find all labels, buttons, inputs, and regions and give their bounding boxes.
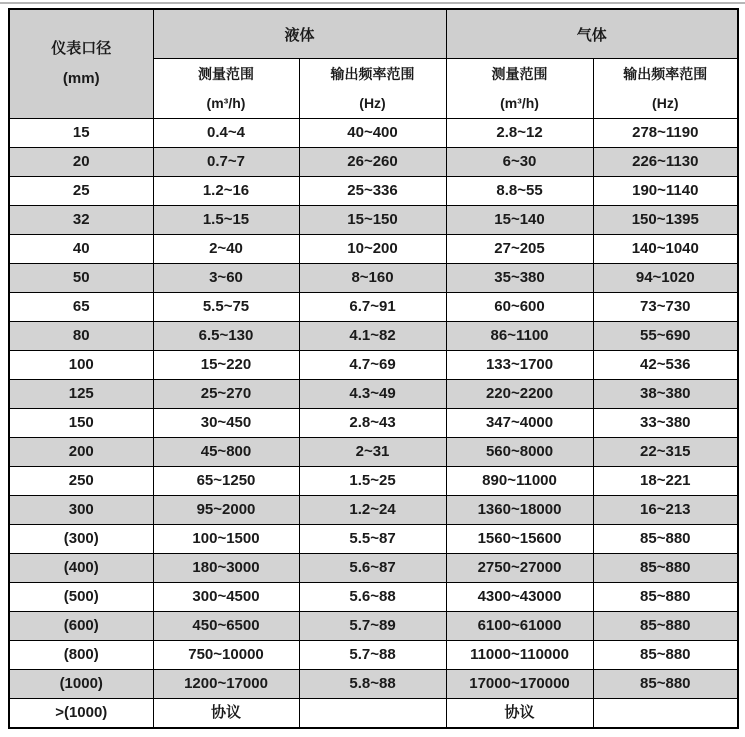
value-cell: 347~4000 [446, 409, 593, 438]
diameter-cell: 150 [9, 409, 153, 438]
value-cell: 15~140 [446, 206, 593, 235]
diameter-cell: (600) [9, 612, 153, 641]
value-cell: 560~8000 [446, 438, 593, 467]
value-cell: 40~400 [299, 119, 446, 148]
top-divider [0, 2, 745, 4]
diameter-cell: 32 [9, 206, 153, 235]
value-cell: 5.7~88 [299, 641, 446, 670]
table-row [9, 496, 738, 525]
value-cell: 220~2200 [446, 380, 593, 409]
value-cell: 65~1250 [153, 467, 299, 496]
value-cell: 0.4~4 [153, 119, 299, 148]
value-cell: 6.7~91 [299, 293, 446, 322]
table-row [9, 322, 738, 351]
value-cell: 1360~18000 [446, 496, 593, 525]
diameter-cell: (500) [9, 583, 153, 612]
value-cell: 55~690 [593, 322, 738, 351]
value-cell: 25~270 [153, 380, 299, 409]
value-cell: 4.3~49 [299, 380, 446, 409]
value-cell: 38~380 [593, 380, 738, 409]
value-cell: 278~1190 [593, 119, 738, 148]
value-cell: 6~30 [446, 148, 593, 177]
value-cell: 0.7~7 [153, 148, 299, 177]
corner-header-diameter [9, 9, 153, 119]
subheader-gas-range: 测量范围 (m³/h) [446, 59, 593, 119]
subheader-liquid-frequency: 输出频率范围 (Hz) [299, 59, 446, 119]
diameter-cell: 300 [9, 496, 153, 525]
value-cell: 4.7~69 [299, 351, 446, 380]
diameter-cell: (400) [9, 554, 153, 583]
diameter-cell: 200 [9, 438, 153, 467]
value-cell: 190~1140 [593, 177, 738, 206]
value-cell: 2750~27000 [446, 554, 593, 583]
value-cell: 60~600 [446, 293, 593, 322]
table-row [9, 264, 738, 293]
value-cell: 4.1~82 [299, 322, 446, 351]
table-row [9, 670, 738, 699]
table-row [9, 612, 738, 641]
value-cell: 85~880 [593, 583, 738, 612]
diameter-cell: (800) [9, 641, 153, 670]
value-cell: 35~380 [446, 264, 593, 293]
diameter-cell: 50 [9, 264, 153, 293]
table-row [9, 699, 738, 729]
value-cell: 85~880 [593, 525, 738, 554]
value-cell: 25~336 [299, 177, 446, 206]
value-cell: 73~730 [593, 293, 738, 322]
value-cell: 150~1395 [593, 206, 738, 235]
value-cell: 85~880 [593, 612, 738, 641]
value-cell [299, 699, 446, 729]
table-row [9, 380, 738, 409]
value-cell: 1.5~25 [299, 467, 446, 496]
table-row [9, 525, 738, 554]
flowmeter-spec-table [8, 8, 739, 729]
value-cell: 85~880 [593, 670, 738, 699]
value-cell: 133~1700 [446, 351, 593, 380]
value-cell: 1.2~24 [299, 496, 446, 525]
value-cell: 协议 [446, 699, 593, 729]
table-row [9, 554, 738, 583]
value-cell: 5.5~87 [299, 525, 446, 554]
value-cell: 226~1130 [593, 148, 738, 177]
table-header [9, 9, 738, 119]
diameter-cell: 250 [9, 467, 153, 496]
diameter-cell: 65 [9, 293, 153, 322]
value-cell: 5.6~88 [299, 583, 446, 612]
table-row [9, 235, 738, 264]
group-header-gas: 气体 [446, 9, 738, 59]
corner-header-line2: (mm) [62, 70, 100, 87]
value-cell: 45~800 [153, 438, 299, 467]
value-cell: 27~205 [446, 235, 593, 264]
table-row [9, 119, 738, 148]
value-cell: 2~31 [299, 438, 446, 467]
value-cell: 8~160 [299, 264, 446, 293]
value-cell: 85~880 [593, 641, 738, 670]
value-cell [593, 699, 738, 729]
value-cell: 95~2000 [153, 496, 299, 525]
value-cell: 300~4500 [153, 583, 299, 612]
value-cell: 16~213 [593, 496, 738, 525]
table-row [9, 177, 738, 206]
value-cell: 10~200 [299, 235, 446, 264]
value-cell: 15~220 [153, 351, 299, 380]
diameter-cell: 15 [9, 119, 153, 148]
group-header-liquid: 液体 [153, 9, 446, 59]
value-cell: 11000~110000 [446, 641, 593, 670]
diameter-cell: (1000) [9, 670, 153, 699]
value-cell: 2~40 [153, 235, 299, 264]
value-cell: 1.2~16 [153, 177, 299, 206]
subheader-gas-frequency: 输出频率范围 (Hz) [593, 59, 738, 119]
diameter-cell: 40 [9, 235, 153, 264]
value-cell: 100~1500 [153, 525, 299, 554]
value-cell: 6100~61000 [446, 612, 593, 641]
table-row [9, 467, 738, 496]
value-cell: 6.5~130 [153, 322, 299, 351]
corner-header-line1: 仪表口径 [51, 40, 112, 57]
table-body [9, 119, 738, 729]
diameter-cell: >(1000) [9, 699, 153, 729]
table-row [9, 438, 738, 467]
diameter-cell: 100 [9, 351, 153, 380]
value-cell: 17000~170000 [446, 670, 593, 699]
diameter-cell: 80 [9, 322, 153, 351]
diameter-cell: (300) [9, 525, 153, 554]
value-cell: 450~6500 [153, 612, 299, 641]
value-cell: 1560~15600 [446, 525, 593, 554]
value-cell: 5.8~88 [299, 670, 446, 699]
value-cell: 140~1040 [593, 235, 738, 264]
value-cell: 30~450 [153, 409, 299, 438]
value-cell: 15~150 [299, 206, 446, 235]
value-cell: 3~60 [153, 264, 299, 293]
table-row [9, 351, 738, 380]
value-cell: 890~11000 [446, 467, 593, 496]
value-cell: 协议 [153, 699, 299, 729]
table-row [9, 148, 738, 177]
value-cell: 2.8~43 [299, 409, 446, 438]
value-cell: 18~221 [593, 467, 738, 496]
value-cell: 26~260 [299, 148, 446, 177]
table-row [9, 409, 738, 438]
table-row [9, 206, 738, 235]
diameter-cell: 20 [9, 148, 153, 177]
value-cell: 42~536 [593, 351, 738, 380]
value-cell: 1.5~15 [153, 206, 299, 235]
header-group-row [9, 9, 738, 59]
value-cell: 22~315 [593, 438, 738, 467]
value-cell: 8.8~55 [446, 177, 593, 206]
value-cell: 85~880 [593, 554, 738, 583]
table-row [9, 641, 738, 670]
value-cell: 4300~43000 [446, 583, 593, 612]
value-cell: 5.7~89 [299, 612, 446, 641]
value-cell: 1200~17000 [153, 670, 299, 699]
value-cell: 33~380 [593, 409, 738, 438]
diameter-cell: 125 [9, 380, 153, 409]
table-row [9, 293, 738, 322]
subheader-liquid-range: 测量范围 (m³/h) [153, 59, 299, 119]
diameter-cell: 25 [9, 177, 153, 206]
value-cell: 750~10000 [153, 641, 299, 670]
value-cell: 5.6~87 [299, 554, 446, 583]
value-cell: 94~1020 [593, 264, 738, 293]
value-cell: 180~3000 [153, 554, 299, 583]
value-cell: 2.8~12 [446, 119, 593, 148]
table-row [9, 583, 738, 612]
value-cell: 5.5~75 [153, 293, 299, 322]
value-cell: 86~1100 [446, 322, 593, 351]
